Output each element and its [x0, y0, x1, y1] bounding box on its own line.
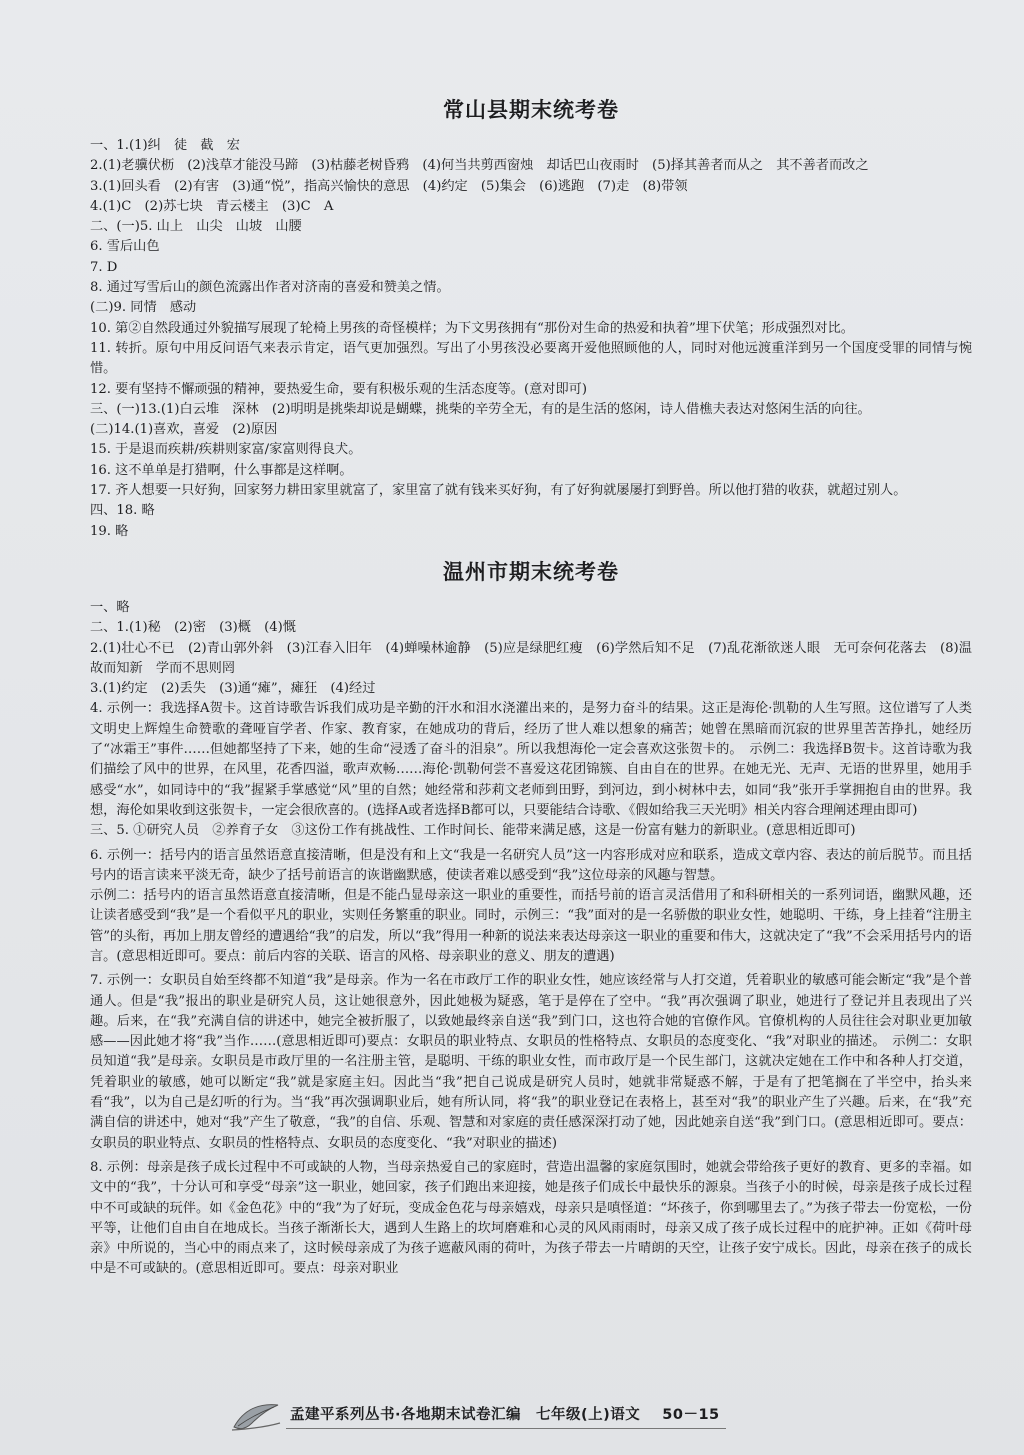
- answer-paragraph: 6. 示例一：括号内的语言虽然语意直接清晰，但是没有和上文“我是一名研究人员”这一内容形成对应和联系，造成文章内容、表达的前后脱节。而且括号内的语言读来平淡无奇，缺少了括号前语言的诙谐幽默感，使读者难以感受到“我”这位母亲的风趣与智慧。: [90, 847, 972, 883]
- section-changshan-answers: [90, 136, 972, 542]
- page-number: 50－15: [662, 1407, 720, 1423]
- answer-line: 2.(1)壮心不已 (2)青山郭外斜 (3)江春入旧年 (4)蝉噪林逾静 (5)应是绿肥红瘦 (6)学然后知不足 (7)乱花渐欲迷人眼 无可奈何花落去 (8)温故而知新 学而不思则罔: [90, 640, 972, 676]
- answer-paragraph: 示例二：括号内的语言虽然语意直接清晰，但是不能凸显母亲这一职业的重要性，而括号前的语言灵活借用了和科研相关的一系列词语，幽默风趣，还让读者感受到“我”是一个看似平凡的职业，实则任务繁重的职业。同时，示例三：“我”面对的是一名骄傲的职业女性，她聪明、干练，身上挂着“注册主管”的头衔，再加上朋友曾经的遭遇给“我”的启发，所以“我”得用一种新的说法来表达母亲这一职业的重要和伟大，这就决定了“我”不会采用括号内的语言。(意思相近即可。要点：前后内容的关联、语言的风格、母亲职业的意义、朋友的遭遇): [90, 888, 972, 964]
- answer-line: 三、(一)13.(1)白云堆 深林 (2)明明是挑柴却说是蝴蝶，挑柴的辛劳全无，有的是生活的悠闲，诗人借樵夫表达对悠闲生活的向往。: [90, 401, 871, 417]
- answer-line: 二、(一)5. 山上 山尖 山坡 山腰: [90, 219, 302, 235]
- answer-line: 四、18. 略: [90, 503, 155, 519]
- answer-line: 3.(1)回头看 (2)有害 (3)通“悦”，指高兴愉快的意思 (4)约定 (5)集会 (6)逃跑 (7)走 (8)带领: [90, 178, 688, 194]
- answer-line: 4. 示例一：我选择A贺卡。这首诗歌告诉我们成功是辛勤的汗水和泪水浇灌出来的，是努力奋斗的结果。这正是海伦·凯勒的人生写照。这位谱写了人类文明史上辉煌生命赞歌的聋哑盲学者、作家、教育家，在她成功的背后，经历了世人难以想象的痛苦；她曾在黑暗而沉寂的世界里苦苦挣扎，她经历了“冰霜王”事件……但她都坚持了下来，她的生命“浸透了奋斗的泪泉”。所以我想海伦一定会喜欢这张贺卡的。 示例二：我选择B贺卡。这首诗歌为我们描绘了风中的世界，在风里，花香四溢，歌声欢畅……海伦·凯勒何尝不喜爱这花团锦簇、自由自在的世界。在她无光、无声、无语的世界里，她用手感受“水”，如同诗中的“我”握紧手掌感觉“风”里的自然；她经常和莎莉文老师到田野，到河边，到小树林中去，如同“我”张开手掌拥抱自由的世界。我想，海伦如果收到这张贺卡，一定会很欣喜的。(选择A或者选择B都可以，只要能结合诗歌、《假如给我三天光明》相关内容合理阐述理由即可): [90, 701, 972, 818]
- answer-line: 17. 齐人想要一只好狗，回家努力耕田家里就富了，家里富了就有钱来买好狗，有了好狗就屡屡打到野兽。所以他打猎的收获，就超过别人。: [90, 483, 907, 499]
- answer-line: (二)14.(1)喜欢，喜爱 (2)原因: [90, 422, 278, 438]
- answer-line: 19. 略: [90, 523, 129, 539]
- answer-line: 10. 第②自然段通过外貌描写展现了轮椅上男孩的奇怪模样；为下文男孩拥有“那份对生命的热爱和执着”埋下伏笔；形成强烈对比。: [90, 320, 854, 336]
- answer-line: 二、1.(1)秘 (2)密 (3)概 (4)慨: [90, 620, 296, 636]
- answer-line: (二)9. 同情 感动: [90, 300, 197, 316]
- answer-line: 16. 这不单单是打猎啊，什么事都是这样啊。: [90, 462, 353, 478]
- answer-line: 12. 要有坚持不懈顽强的精神，要热爱生命，要有积极乐观的生活态度等。(意对即可): [90, 381, 588, 397]
- section-title-changshan: 常山县期末统考卷: [443, 97, 619, 122]
- answer-paragraph: 7. 示例一：女职员自始至终都不知道“我”是母亲。作为一名在市政厅工作的职业女性，她应该经常与人打交道，凭着职业的敏感可能会断定“我”是个普通人。但是“我”报出的职业是研究人员，这让她很意外，因此她极为疑惑，笔于是停在了空中。“我”再次强调了职业，她进行了登记并且表现出了兴趣。后来，在“我”充满自信的讲述中，她完全被折服了，以致她最终亲自送“我”到门口，这也符合她的官僚作风。官僚机构的人员往往会对职业更加敏感——因此她才将“我”当作……(意思相近即可)要点：女职员的职业特点、女职员的性格特点、女职员的态度变化、“我”对职业的描述。 示例二：女职员知道“我”是母亲。女职员是市政厅里的一名注册主管，是聪明、干练的职业女性，而市政厅是一个民生部门，这就决定她在工作中和各种人打交道，凭着职业的敏感，她可以断定“我”就是家庭主妇。因此当“我”把自己说成是研究人员时，她就非常疑惑不解，于是有了把笔搁在了半空中，抬头来看“我”，以为自己是幻听的行为。当“我”再次强调职业后，她有所认同，将“我”的职业登记在表格上，甚至对“我”的职业产生了兴趣。后来，在“我”充满自信的讲述中，她对“我”产生了敬意，“我”的自信、乐观、智慧和对家庭的责任感深深打动了她，因此她亲自送“我”到门口。(意思相近即可。要点：女职员的职业特点、女职员的性格特点、女职员的态度变化、“我”对职业的描述): [90, 973, 972, 1151]
- answer-line: 三、5. ①研究人员 ②养育子女 ③这份工作有挑战性、工作时间长、能带来满足感，这是一份富有魅力的新职业。(意思相近即可): [90, 823, 856, 839]
- footer-series-text: 孟建平系列丛书·各地期末试卷汇编 七年级(上)语文: [290, 1407, 641, 1423]
- section-wenzhou-answers: [90, 598, 972, 1280]
- answer-line: 8. 通过写雪后山的颜色流露出作者对济南的喜爱和赞美之情。: [90, 280, 450, 296]
- page-footer: [230, 1396, 870, 1436]
- footer-series-title: [286, 1403, 726, 1429]
- answer-line: 6. 雪后山色: [90, 239, 160, 255]
- answer-line: 11. 转折。原句中用反问语气来表示肯定，语气更加强烈。写出了小男孩没必要离开爱他照顾他的人，同时对他远渡重洋到另一个国度受罪的同情与惋惜。: [90, 340, 972, 377]
- answer-line: 一、略: [90, 599, 130, 615]
- answer-line: 2.(1)老骥伏枥 (2)浅草才能没马蹄 (3)枯藤老树昏鸦 (4)何当共剪西窗烛 却话巴山夜雨时 (5)择其善者而从之 其不善者而改之: [90, 158, 869, 174]
- feather-logo-icon: [230, 1399, 282, 1433]
- answer-line: 7. D: [90, 259, 118, 275]
- answer-line: 4.(1)C (2)苏七块 青云楼主 (3)C A: [90, 198, 334, 214]
- answer-paragraph: 8. 示例：母亲是孩子成长过程中不可或缺的人物，当母亲热爱自己的家庭时，营造出温馨的家庭氛围时，她就会带给孩子更好的教育、更多的幸福。如文中的“我”，十分认可和享受“母亲”这一职业，她回家，孩子们跑出来迎接，她是孩子们成长中最快乐的源泉。当孩子小的时候，母亲是孩子成长过程中不可或缺的玩伴。如《金色花》中的“我”为了好玩，变成金色花与母亲嬉戏，母亲只是嗔怪道：“坏孩子，你到哪里去了。”为孩子带去一份宽松，一份平等，让他们自由自在地成长。当孩子渐渐长大，遇到人生路上的坎坷磨难和心灵的风风雨雨时，母亲又成了孩子成长过程中的庇护神。正如《荷叶母亲》中所说的，当心中的雨点来了，这时候母亲成了为孩子遮蔽风雨的荷叶，为孩子带去一片晴朗的天空，让孩子安宁成长。因此，母亲在孩子的成长中是不可或缺的。(意思相近即可。要点：母亲对职业: [90, 1159, 972, 1277]
- answer-line: 一、1.(1)纠 徒 截 宏: [90, 138, 240, 153]
- answer-line: 15. 于是退而疾耕/疾耕则家富/家富则得良犬。: [90, 442, 362, 458]
- answer-line: 3.(1)约定 (2)丢失 (3)通“瘫”，瘫狂 (4)经过: [90, 681, 376, 697]
- section-title-wenzhou: 温州市期末统考卷: [443, 558, 619, 584]
